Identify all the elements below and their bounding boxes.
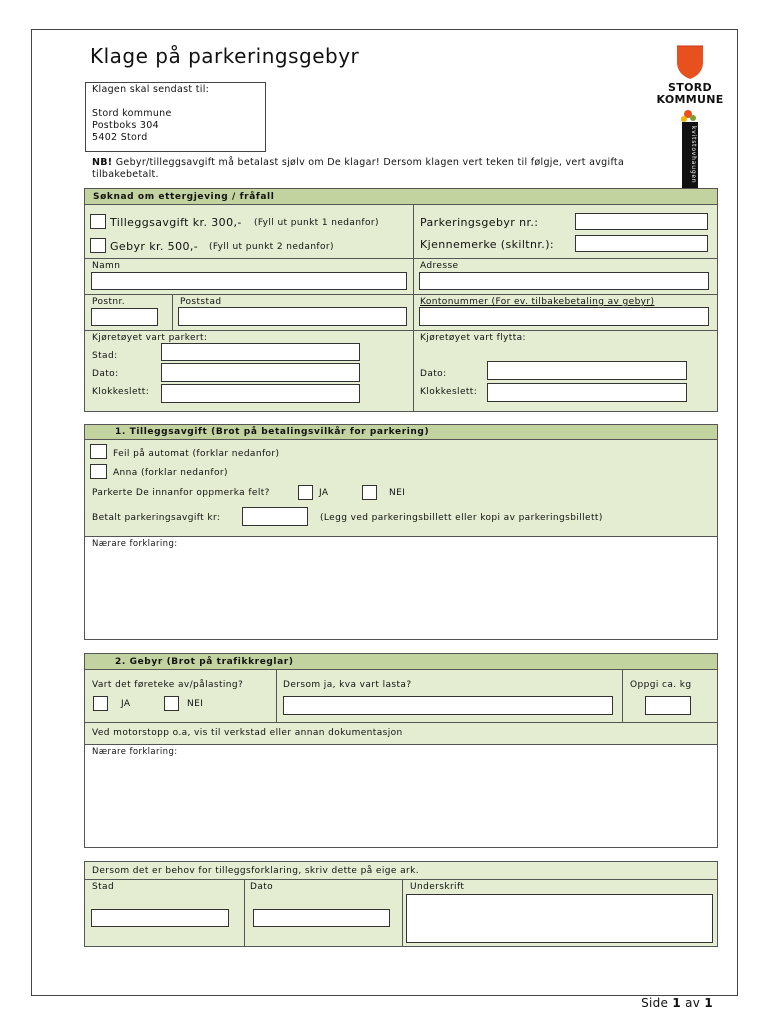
divider [244,879,245,947]
poststad-label: Poststad [180,297,222,307]
page-current: 1 [672,996,682,1010]
fee-label: Gebyr kr. 500,- [110,240,199,253]
postnr-label: Postnr. [92,297,126,307]
marked-yes-label: JA [319,488,329,498]
address-label: Adresse [420,261,459,271]
postnr-field[interactable] [91,308,158,326]
other-label: Anna (forklar nedanfor) [113,468,228,478]
parked-label: Kjøretøyet vart parkert: [92,333,208,343]
divider [402,879,403,947]
loading-yes-label: JA [121,699,131,709]
surcharge-explanation-label: Nærare forklaring: [92,539,178,549]
address-box [85,82,266,152]
sign-place-field[interactable] [91,909,229,927]
checkbox-loading-no[interactable] [164,696,179,711]
divider [276,670,277,722]
checkbox-machine-error[interactable] [90,444,107,459]
divider [84,722,718,723]
page-side-label: Side [641,996,669,1010]
account-label: Kontonummer (For ev. tilbakebetaling av gebyr) [420,297,655,307]
nb-text: Gebyr/tilleggsavgift må betalast sjølv om De klagar! Dersom klagen vert teken til følgje, vert avgifta tilbakebetalt. [92,157,625,180]
page-title: Klage på parkeringsgebyr [90,44,360,68]
plate-label: Kjennemerke (skiltnr.): [420,238,554,251]
divider [84,258,718,259]
time-label: Klokkeslett: [92,387,150,397]
extra-sheet-note: Dersom det er behov for tilleggsforklaring, skriv dette på eige ark. [92,866,419,876]
sign-date-field[interactable] [253,909,390,927]
surcharge-note: (Fyll ut punkt 1 nedanfor) [254,218,379,228]
fee-explanation-label: Nærare forklaring: [92,747,178,757]
checkbox-other[interactable] [90,464,107,479]
checkbox-marked-no[interactable] [362,485,377,500]
address-name: Stord kommune [92,108,172,119]
fee-number-field[interactable] [575,213,708,230]
fee-explanation-area[interactable] [84,744,718,848]
moved-time-label: Klokkeslett: [420,387,478,397]
what-loaded-field[interactable] [283,696,613,715]
logo-line-1: STORD [668,81,712,94]
coat-of-arms-icon [655,40,725,80]
page-total: 1 [704,996,713,1010]
place-label: Stad: [92,351,118,361]
name-field[interactable] [91,272,407,290]
municipality-logo [655,40,725,190]
address-intro: Klagen skal sendast til: [92,84,210,95]
tower-text: kvitstovhaugen [690,126,697,184]
moved-label: Kjøretøyet vart flytta: [420,333,526,343]
divider [413,205,414,412]
plate-field[interactable] [575,235,708,252]
place-field[interactable] [161,343,360,361]
moved-date-field[interactable] [487,361,687,380]
section-fee-heading: 2. Gebyr (Brot på trafikkreglar) [84,653,718,670]
divider [172,294,173,330]
address-postbox: Postboks 304 [92,120,159,131]
nb-label: NB! [92,157,113,168]
nb-notice [92,157,652,181]
name-label: Namn [92,261,121,271]
moved-time-field[interactable] [487,383,687,402]
date-field[interactable] [161,363,360,382]
date-label: Dato: [92,369,119,379]
section-application-heading: Søknad om ettergjeving / fråfall [84,188,718,205]
account-field[interactable] [419,307,709,326]
kg-label: Oppgi ca. kg [630,680,692,690]
checkbox-fee[interactable] [90,238,106,253]
kg-field[interactable] [645,696,691,715]
loading-question: Vart det føreteke av/pålasting? [92,680,244,690]
section-surcharge-heading: 1. Tilleggsavgift (Brot på betalingsvilkår for parkering) [84,424,718,440]
marked-question: Parkerte De innanfor oppmerka felt? [92,488,270,498]
motor-stop-label: Ved motorstopp o.a, vis til verkstad eller annan dokumentasjon [92,728,403,738]
paid-note: (Legg ved parkeringsbillett eller kopi av parkeringsbillett) [320,513,603,523]
time-field[interactable] [161,384,360,403]
page-of-label: av [685,996,701,1010]
sign-place-label: Stad [92,882,115,892]
signature-field[interactable] [406,894,713,943]
sign-date-label: Dato [250,882,274,892]
divider [622,670,623,722]
checkbox-loading-yes[interactable] [93,696,108,711]
loading-no-label: NEI [187,699,204,709]
paid-field[interactable] [242,507,308,526]
page-number [641,996,713,1010]
signature-label: Underskrift [410,882,465,892]
divider [84,294,718,295]
surcharge-explanation-area[interactable] [84,536,718,640]
poststad-field[interactable] [178,307,407,326]
address-field[interactable] [419,272,709,290]
logo-line-2: KOMMUNE [656,93,724,106]
paid-label: Betalt parkeringsavgift kr: [92,513,221,523]
moved-date-label: Dato: [420,369,447,379]
fee-note: (Fyll ut punkt 2 nedanfor) [209,242,334,252]
checkbox-marked-yes[interactable] [298,485,313,500]
checkbox-surcharge[interactable] [90,214,106,229]
what-loaded-label: Dersom ja, kva vart lasta? [283,680,412,690]
divider [84,879,718,880]
surcharge-label: Tilleggsavgift kr. 300,- [110,216,242,229]
address-postcode: 5402 Stord [92,132,148,143]
machine-error-label: Feil på automat (forklar nedanfor) [113,449,280,459]
divider [84,330,718,331]
marked-no-label: NEI [389,488,406,498]
fee-number-label: Parkeringsgebyr nr.: [420,216,539,229]
